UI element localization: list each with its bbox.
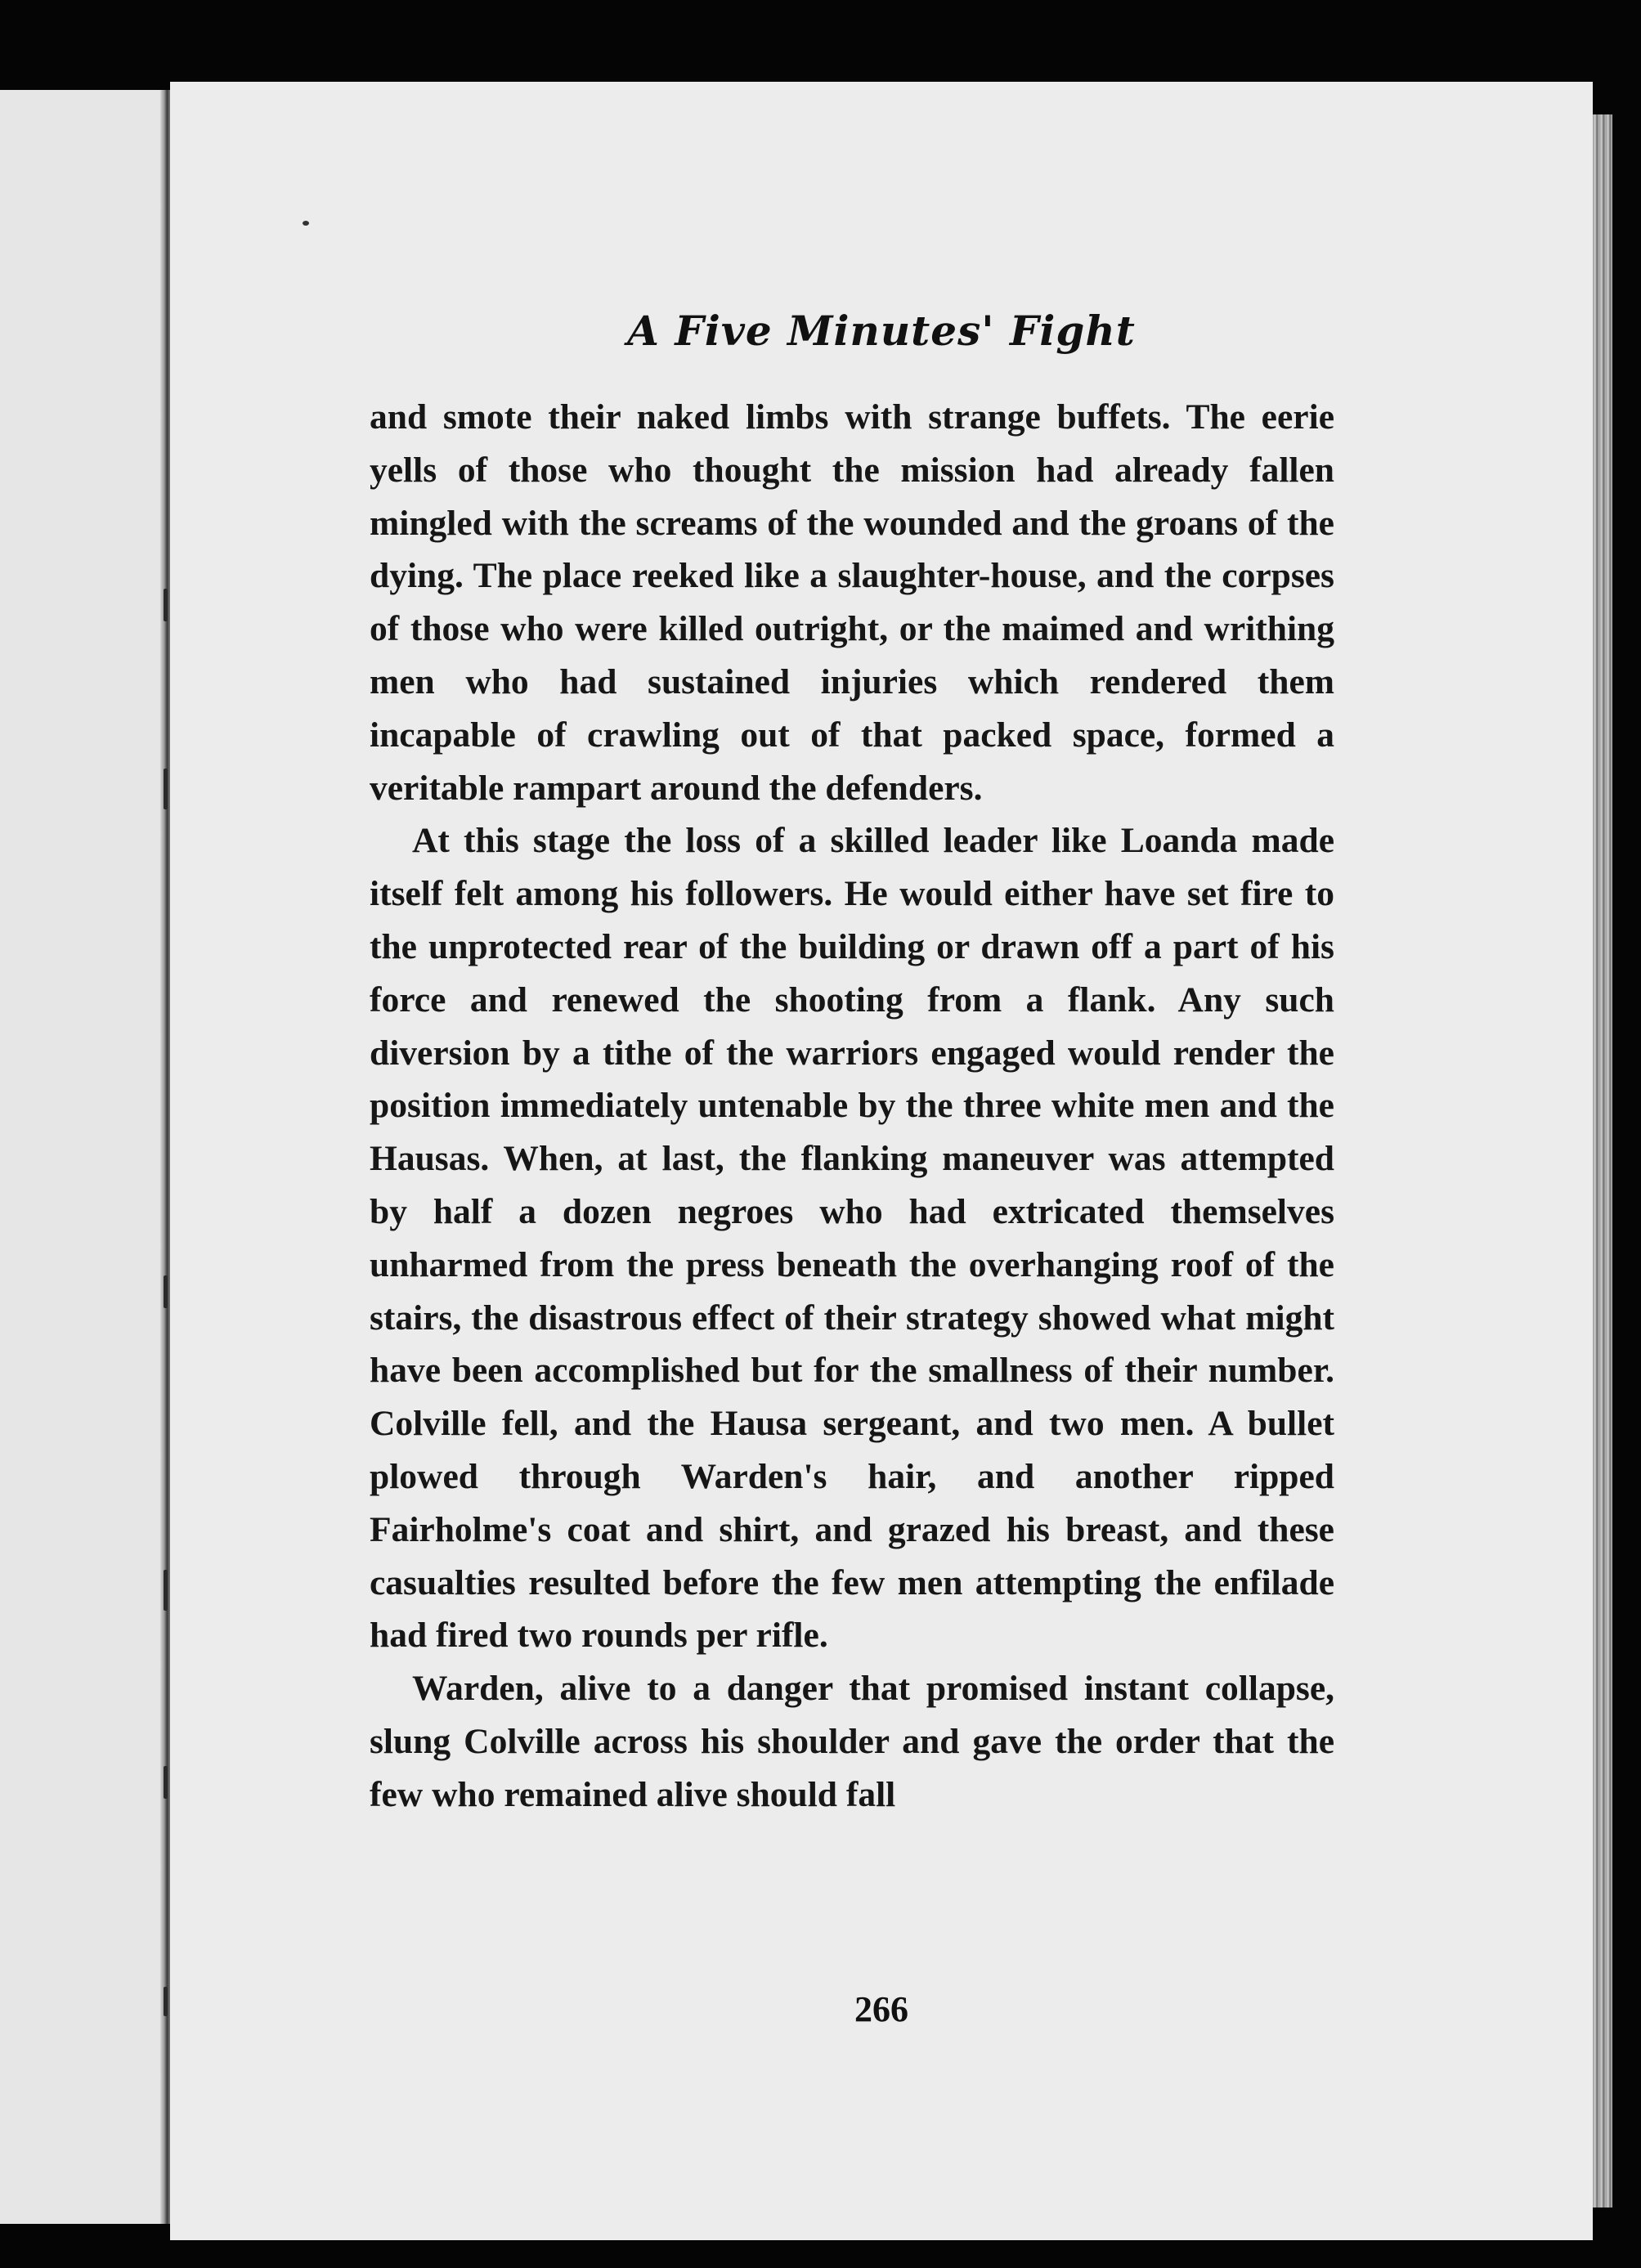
paragraph-1: and smote their naked limbs with strange buffets. The eerie yells of those who thought the mission had already fallen mingled with the screams of the wounded and the groans of the dying. The place reeked like a slaughter-house, and the corpses of those who were killed outright, or the maimed and writhing men who had sustained injuries which rendered them incapable of crawling out of that packed space, formed a veritable rampart around the defenders.: [370, 397, 1334, 808]
page-stack-edge: [1593, 114, 1612, 2207]
body-text: [370, 391, 1334, 1822]
paragraph-3: Warden, alive to a danger that promised instant collapse, slung Colville across his shoulder and gave the order that the few who remained alive should fall: [370, 1669, 1334, 1814]
running-head: A Five Minutes' Fight: [627, 307, 1136, 355]
facing-page-edge: [0, 90, 170, 2224]
speck: [303, 221, 309, 226]
paragraph-2: At this stage the loss of a skilled leader like Loanda made itself felt among his followers. He would either have set fire to the unprotected rear of the building or drawn off a part of his force and renewed the shooting from a flank. Any such diversion by a tithe of the warriors engaged would render the position immediately untenable by the three white men and the Hausas. When, at last, the flanking maneuver was attempted by half a dozen negroes who had extricated themselves unharmed from the press beneath the overhanging roof of the stairs, the disastrous effect of their strategy showed what might have been accomplished but for the smallness of their number. Colville fell, and the Hausa sergeant, and two men. A bullet plowed through Warden's hair, and another ripped Fairholme's coat and shirt, and grazed his breast, and these casualties resulted before the few men attempting the enfilade had fired two rounds per rifle.: [370, 821, 1334, 1656]
page-number: 266: [854, 1989, 908, 2029]
gutter-marks: [164, 491, 170, 2044]
